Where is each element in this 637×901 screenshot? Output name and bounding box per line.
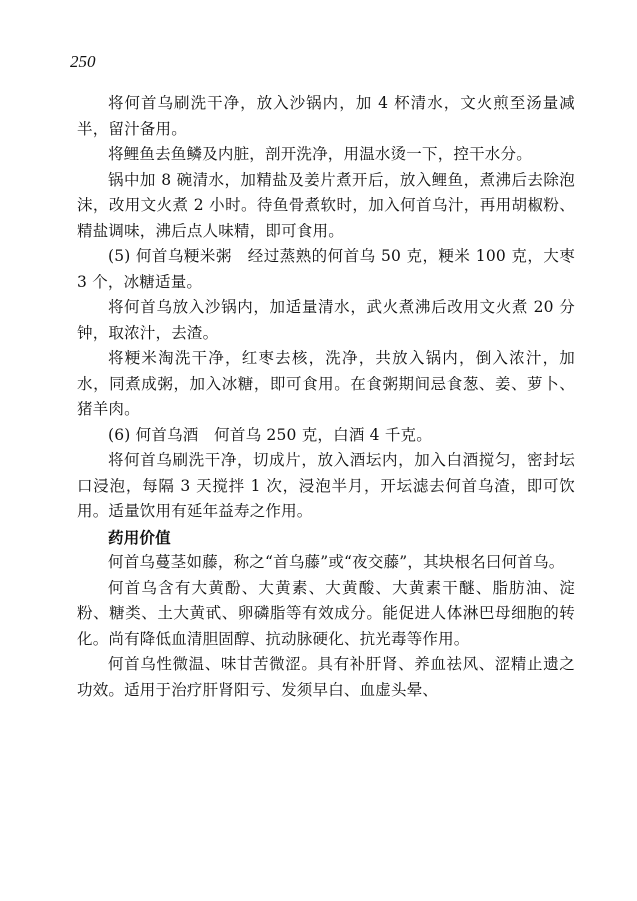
section-paragraph-3: 何首乌性微温、味甘苦微涩。具有补肝肾、养血祛风、涩精止遗之功效。适用于治疗肝肾阳亏、发须早白、血虚头晕、 [77,655,575,699]
paragraph-2: 将鲤鱼去鱼鳞及内脏，剖开洗净，用温水烫一下，控干水分。 [108,145,532,163]
section-heading: 药用价值 [108,527,171,547]
paragraph-3: 锅中加 8 碗清水，加精盐及姜片煮开后，放入鲤鱼，煮沸后去除泡沫，改用文火煮 2 小时。待鱼骨煮软时，加入何首乌汁，再用胡椒粉、精盐调味，沸后点人味精，即可食用。 [77,170,575,240]
paragraph-1: 将何首乌刷洗干净，放入沙锅内，加 4 杯清水，文火煎至汤量减半，留汁备用。 [77,94,575,138]
section-paragraph-1: 何首乌蔓茎如藤，称之“首乌藤”或“夜交藤”，其块根名曰何首乌。 [108,553,565,571]
recipe-6-title: (6) 何首乌酒 何首乌 250 克，白酒 4 千克。 [108,425,432,444]
recipe-5-title: (5) 何首乌粳米粥 经过蒸熟的何首乌 50 克，粳米 100 克，大枣 3 个，冰糖适量。 [77,247,575,291]
body-text [77,91,575,703]
paragraph-6: 将粳米淘洗干净，红枣去核，洗净，共放入锅内，倒入浓汁，加水，同煮成粥，加入冰糖，即可食用。在食粥期间忌食葱、姜、萝卜、猪羊肉。 [77,349,575,418]
paragraph-5: 将何首乌放入沙锅内，加适量清水，武火煮沸后改用文火煮 20 分钟，取浓汁，去渣。 [77,298,575,342]
paragraph-8: 将何首乌刷洗干净，切成片，放入酒坛内，加入白酒搅匀，密封坛口浸泡，每隔 3 天搅拌 1 次，浸泡半月，开坛滤去何首乌渣，即可饮用。适量饮用有延年益寿之作用。 [77,451,575,520]
page-number: 250 [70,52,96,71]
section-paragraph-2: 何首乌含有大黄酚、大黄素、大黄酸、大黄素干醚、脂肪油、淀粉、糖类、土大黄甙、卵磷脂等有效成分。能促进人体淋巴母细胞的转化。尚有降低血清胆固醇、抗动脉硬化、抗光毒等作用。 [77,578,575,648]
